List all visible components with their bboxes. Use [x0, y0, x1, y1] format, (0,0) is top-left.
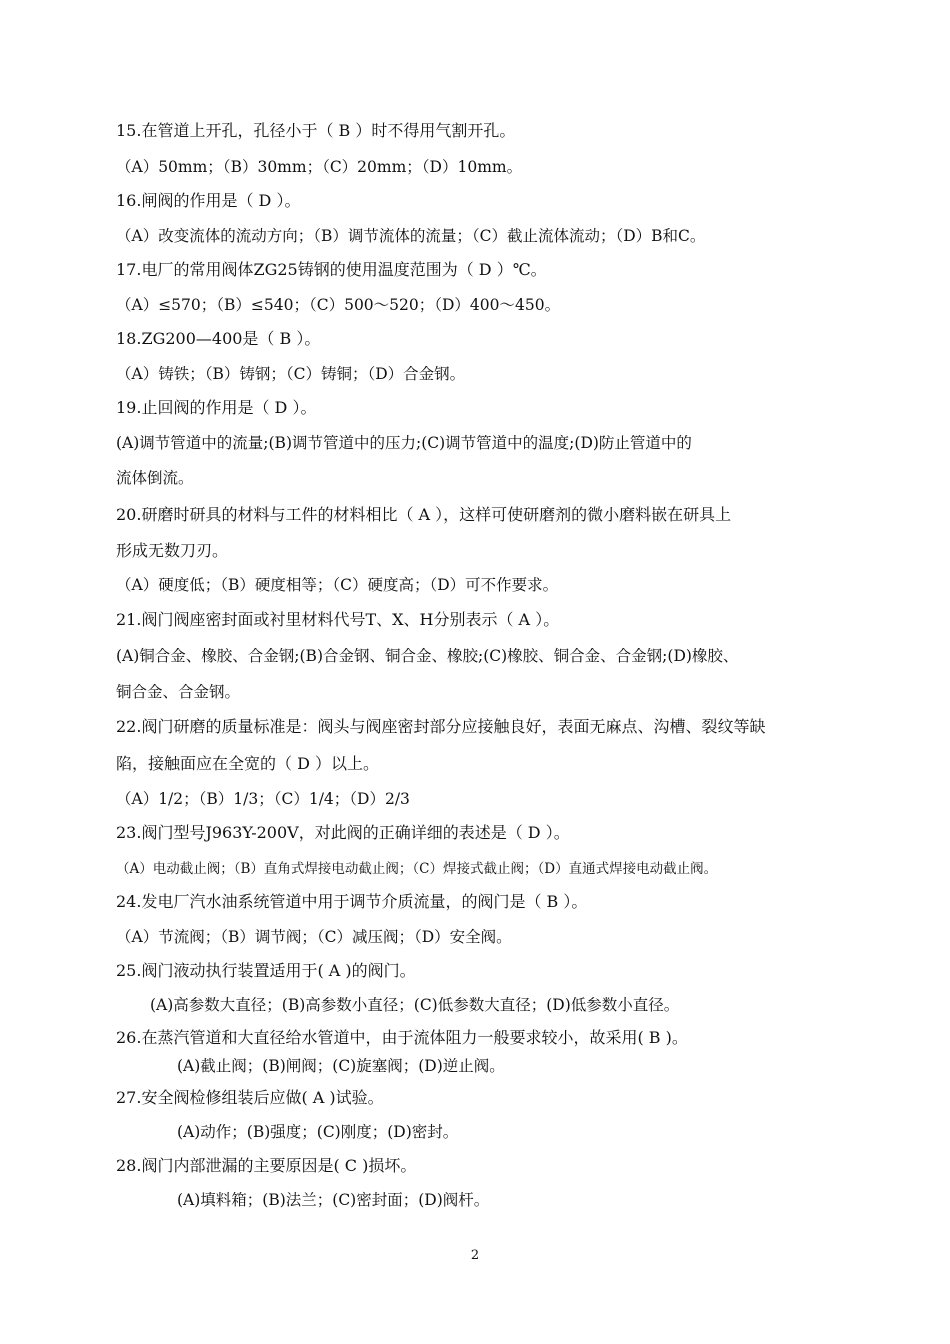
question-22-cont: 陷，接触面应在全宽的（ D ）以上。 — [116, 754, 380, 773]
question-27: 27.安全阀检修组装后应做( A )试验。 — [116, 1088, 384, 1107]
question-22: 22.阀门研磨的质量标准是：阀头与阀座密封部分应接触良好，表面无麻点、沟槽、裂纹等缺 — [116, 717, 766, 736]
options-26: (A)截止阀；(B)闸阀；(C)旋塞阀；(D)逆止阀。 — [177, 1057, 505, 1075]
options-28: (A)填料箱；(B)法兰；(C)密封面；(D)阀杆。 — [177, 1191, 490, 1209]
options-21: (A)铜合金、橡胶、合金钢;(B)合金钢、铜合金、橡胶;(C)橡胶、铜合金、合金钢;(D)橡胶、 — [116, 647, 739, 665]
options-22: （A）1/2；（B）1/3；（C）1/4；（D）2/3 — [116, 790, 410, 808]
question-24: 24.发电厂汽水油系统管道中用于调节介质流量，的阀门是（ B ）。 — [116, 892, 588, 911]
question-16: 16.闸阀的作用是（ D ）。 — [116, 191, 301, 210]
options-20: （A）硬度低；（B）硬度相等；（C）硬度高；（D）可不作要求。 — [116, 576, 559, 594]
question-19: 19.止回阀的作用是（ D ）。 — [116, 398, 317, 417]
options-24: （A）节流阀；（B）调节阀；（C）减压阀；（D）安全阀。 — [116, 928, 512, 946]
options-17: （A）≤570；（B）≤540；（C）500～520；（D）400～450。 — [116, 296, 561, 314]
options-19: (A)调节管道中的流量;(B)调节管道中的压力;(C)调节管道中的温度;(D)防止管道中的 — [116, 434, 692, 452]
question-20-cont: 形成无数刀刃。 — [116, 541, 229, 560]
question-20: 20.研磨时研具的材料与工件的材料相比（ A ），这样可使研磨剂的微小磨料嵌在研具上 — [116, 505, 732, 524]
options-16: （A）改变流体的流动方向；（B）调节流体的流量；（C）截止流体流动；（D）B和C。 — [116, 227, 706, 245]
question-18: 18.ZG200—400是（ B ）。 — [116, 329, 321, 348]
options-18: （A）铸铁；（B）铸钢；（C）铸铜；（D）合金钢。 — [116, 365, 466, 383]
options-21-cont: 铜合金、合金钢。 — [116, 683, 241, 701]
options-27: (A)动作；(B)强度；(C)刚度；(D)密封。 — [177, 1123, 459, 1141]
options-25: (A)高参数大直径；(B)高参数小直径；(C)低参数大直径；(D)低参数小直径。 — [150, 996, 680, 1014]
options-19-cont: 流体倒流。 — [116, 469, 194, 487]
question-15: 15.在管道上开孔，孔径小于（ B ）时不得用气割开孔。 — [116, 121, 516, 140]
question-23: 23.阀门型号J963Y-200V，对此阀的正确详细的表述是（ D ）。 — [116, 823, 570, 842]
question-26: 26.在蒸汽管道和大直径给水管道中，由于流体阻力一般要求较小，故采用( B )。 — [116, 1028, 688, 1047]
question-28: 28.阀门内部泄漏的主要原因是( C )损坏。 — [116, 1156, 417, 1175]
question-17: 17.电厂的常用阀体ZG25铸钢的使用温度范围为（ D ）℃。 — [116, 260, 547, 279]
options-15: （A）50mm；（B）30mm；（C）20mm；（D）10mm。 — [116, 158, 523, 176]
question-25: 25.阀门液动执行装置适用于( A )的阀门。 — [116, 961, 416, 980]
options-23: （A）电动截止阀；（B）直角式焊接电动截止阀；（C）焊接式截止阀；（D）直通式焊接电动截止阀。 — [116, 861, 718, 877]
page-number: 2 — [470, 1248, 480, 1263]
question-21: 21.阀门阀座密封面或衬里材料代号T、X、H分别表示（ A ）。 — [116, 610, 560, 629]
